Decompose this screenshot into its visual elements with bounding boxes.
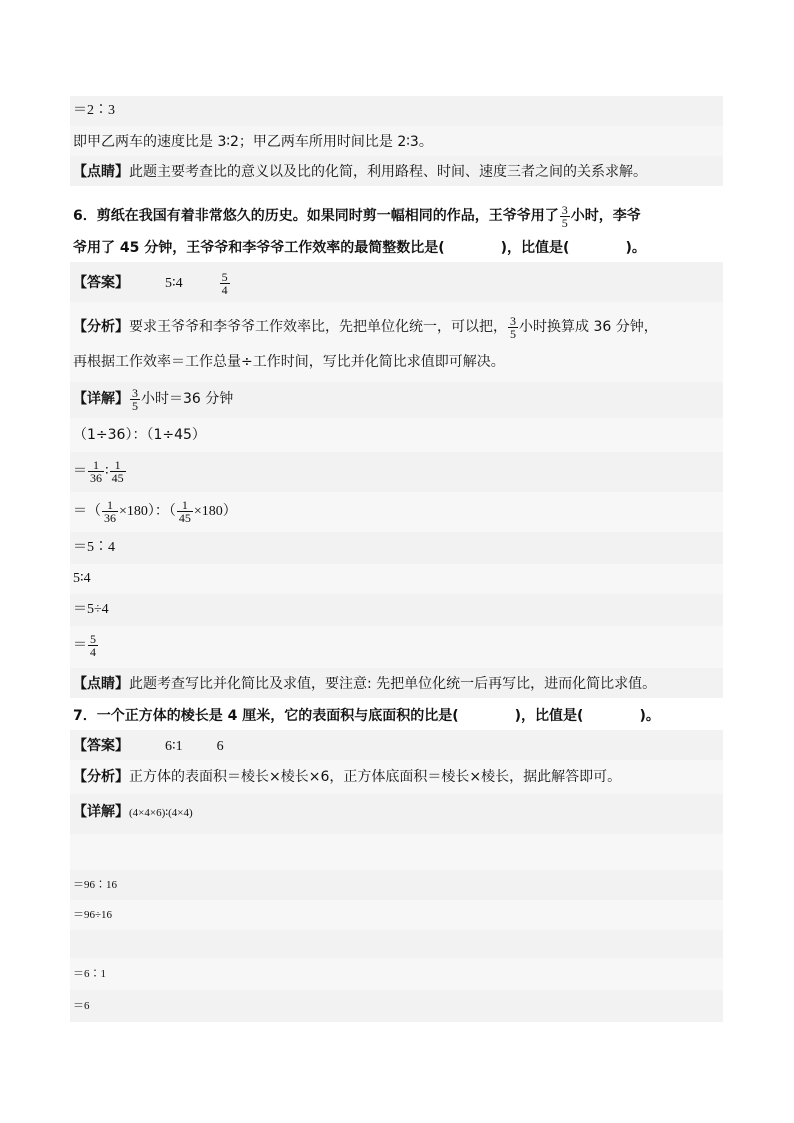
answer-tag: 【答案】: [73, 738, 129, 754]
analysis-tag: 【分析】: [73, 319, 129, 335]
analysis-line: [73, 767, 621, 787]
analysis-text: 正方体的表面积＝棱长×棱长×6，正方体底面积＝棱长×棱长，据此解答即可。: [129, 769, 622, 785]
question-7-text: )。: [639, 708, 660, 724]
analysis-line-2: 再根据工作效率＝工作总量÷工作时间，写比并化简比求值即可解决。: [73, 354, 505, 370]
question-7-text: )，比值是(: [514, 708, 584, 724]
analysis-text: 要求王爷爷和李爷爷工作效率比，先把单位化统一，可以把，: [129, 319, 507, 335]
equation-line: ＝6∶1: [73, 968, 106, 980]
equation-line: ＝2∶3: [73, 103, 115, 118]
shade-band: [70, 870, 723, 900]
equation-line: ＝（ $\frac{1}{36}$ ×180）：（ $\frac{1}{45}$ ×180）: [73, 497, 237, 525]
question-6-text: )，比值是(: [500, 240, 570, 256]
answer-tag: 【答案】: [73, 275, 129, 291]
fraction-five-fourths: $\frac{5}{4}$: [90, 631, 96, 659]
shade-band: [70, 834, 723, 870]
equation-line: ＝ $\frac{1}{36}$ ∶ $\frac{1}{45}$: [73, 457, 124, 485]
analysis-line-1: [73, 314, 658, 340]
question-6-text: 6．剪纸在我国有着非常悠久的历史。如果同时剪一幅相同的作品，王爷爷用了: [73, 208, 559, 224]
shade-band: [70, 452, 723, 492]
question-7-text: 7．一个正方体的棱长是 4 厘米，它的表面积与底面积的比是(: [73, 708, 459, 724]
fraction-one-45: $\frac{1}{45}$: [111, 457, 124, 485]
shade-band: [70, 900, 723, 930]
comment-line: [73, 162, 647, 182]
comment-text: 此题考查写比并化简比及求值，要注意: 先把单位化统一后再写比，进而化简比求值。: [129, 676, 657, 692]
fraction-three-fifths: $\frac{3}{5}$: [132, 385, 138, 413]
shade-band: [70, 958, 723, 990]
question-6-text: )。: [625, 240, 646, 256]
comment-text: 此题主要考查比的意义以及比的化简，利用路程、时间、速度三者之间的关系求解。: [129, 164, 647, 180]
question-6-line-2: [73, 238, 646, 258]
shade-band: [70, 96, 723, 126]
fraction-three-fifths: $\frac{3}{5}$: [510, 313, 516, 341]
shade-band: [70, 532, 723, 564]
equation-line: （1÷36）：（1÷45）: [73, 427, 206, 443]
equation-line: ＝5÷4: [73, 602, 109, 617]
equation-line: ＝ $\frac{5}{4}$: [73, 631, 96, 659]
text-line: 即甲乙两车的速度比是 3∶2；甲乙两车所用时间比是 2∶3。: [73, 134, 433, 150]
question-6-line-1: [73, 202, 641, 230]
fraction-one-36: $\frac{1}{36}$: [90, 457, 102, 485]
detail-text: (4×4×6)∶(4×4): [129, 807, 193, 819]
detail-tag: 【详解】: [73, 391, 129, 407]
shade-band: [70, 594, 723, 626]
equation-line: ＝96÷16: [73, 909, 113, 921]
equation-line: 5∶4: [73, 571, 91, 586]
fraction-one-45: $\frac{1}{45}$: [178, 497, 191, 525]
shade-band: [70, 626, 723, 668]
comment-tag: 【点睛】: [73, 676, 129, 692]
answer-line: [73, 270, 231, 297]
answer-value: 6∶1: [165, 739, 183, 754]
detail-text: 小时＝36 分钟: [141, 391, 234, 407]
equation-line: ＝6: [73, 1000, 90, 1012]
equation-line: ＝96∶16: [73, 879, 117, 891]
detail-line: [73, 802, 193, 823]
question-6-text: 爷用了 45 分钟，王爷爷和李爷爷工作效率的最简整数比是(: [73, 240, 445, 256]
shade-band: [70, 930, 723, 958]
question-7-line: [73, 706, 660, 726]
equation-line: ＝5∶4: [73, 540, 115, 555]
fraction-three-fifths: $\frac{3}{5}$: [561, 202, 568, 230]
answer-value: 6: [216, 739, 224, 754]
answer-value: 5∶4: [165, 276, 183, 291]
analysis-text: 小时换算成 36 分钟，: [519, 319, 658, 335]
analysis-tag: 【分析】: [73, 769, 129, 785]
shade-band: [70, 990, 723, 1022]
comment-tag: 【点睛】: [73, 164, 129, 180]
fraction-five-fourths: $\frac{5}{4}$: [221, 269, 228, 297]
detail-tag: 【详解】: [73, 804, 129, 820]
question-6-text: 小时，李爷: [570, 208, 641, 224]
comment-line: [73, 674, 656, 694]
detail-line: [73, 386, 233, 412]
fraction-one-36: $\frac{1}{36}$: [104, 497, 116, 525]
answer-line: [73, 736, 224, 757]
shade-band: [70, 564, 723, 594]
